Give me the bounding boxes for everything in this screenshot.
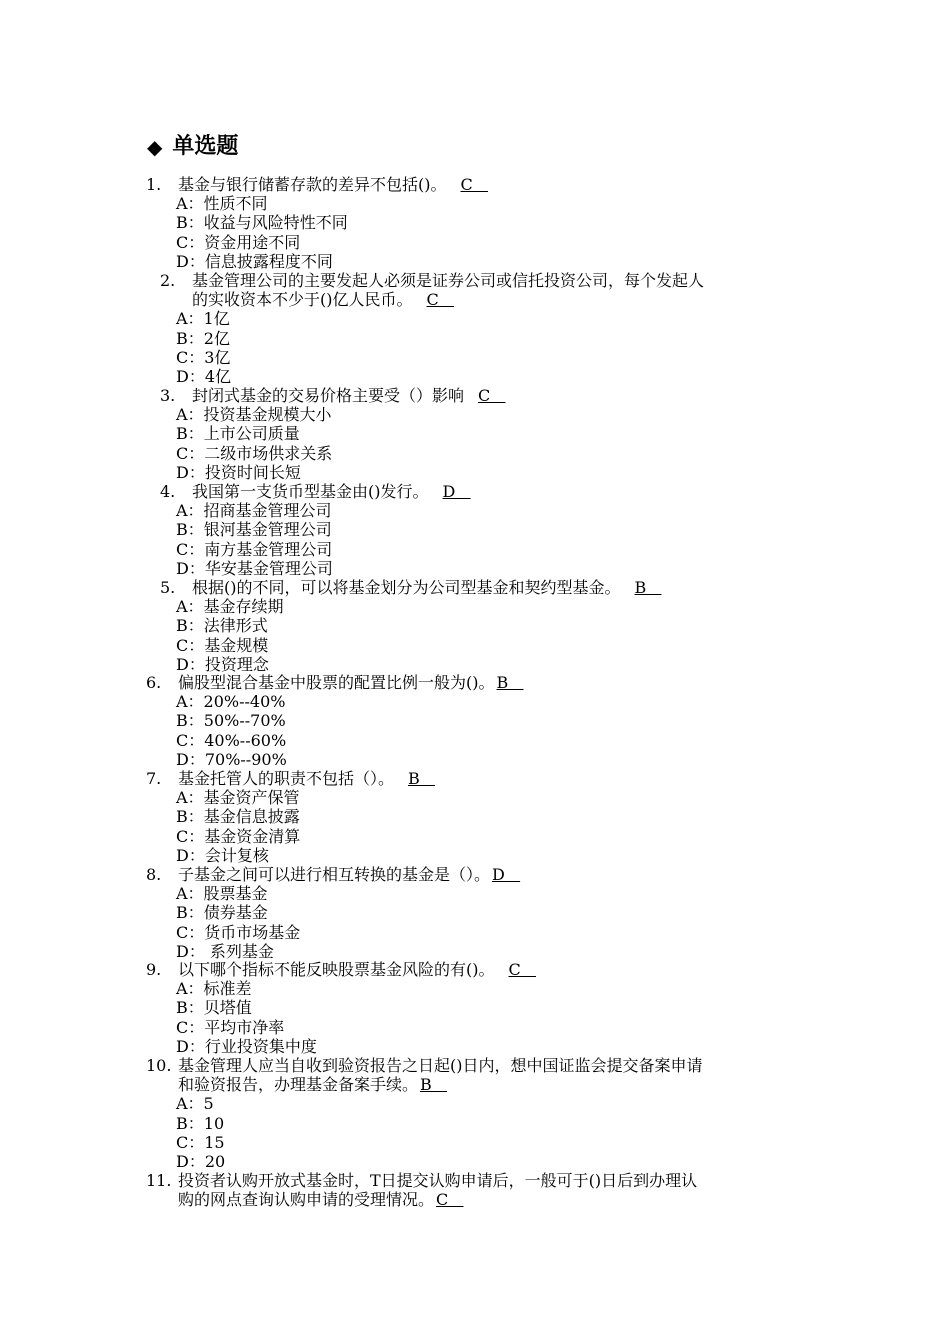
question-stem-line (192, 386, 506, 405)
question-stem-line (178, 1190, 697, 1209)
answer-key: B (634, 578, 662, 597)
question-text: 基金与银行储蓄存款的差异不包括()。 (178, 175, 447, 194)
question-stem (178, 175, 489, 194)
question-text: 我国第一支货币型基金由()发行。 (192, 482, 429, 501)
answer-option: D：行业投资集中度 (176, 1036, 317, 1056)
answer-option: B：10 (176, 1113, 225, 1133)
question-stem-line (192, 290, 704, 309)
question-number: 8. (146, 865, 162, 884)
answer-option: C：货币市场基金 (176, 922, 301, 942)
answer-key: C (460, 175, 488, 194)
answer-option: A：5 (176, 1094, 214, 1114)
answer-option: D：投资时间长短 (176, 462, 301, 482)
question-text: 封闭式基金的交易价格主要受（）影响 (192, 386, 465, 405)
answer-option: C：15 (176, 1132, 225, 1152)
question-stem-line (192, 578, 663, 597)
question-text: 基金管理公司的主要发起人必须是证券公司或信托投资公司，每个发起人 (192, 271, 705, 290)
answer-key: B (420, 1075, 448, 1095)
answer-option: A：投资基金规模大小 (176, 405, 332, 425)
question-stem-line (178, 1171, 697, 1190)
answer-key: C (478, 386, 506, 405)
question-stem-line (192, 271, 704, 290)
question-stem-line (178, 865, 520, 884)
answer-option: D：4亿 (176, 367, 232, 386)
answer-option: A：性质不同 (176, 194, 268, 214)
answer-option: A：基金存续期 (176, 597, 284, 617)
answer-option: A：20%--40% (176, 692, 286, 712)
question-text: 和验资报告，办理基金备案手续。 (178, 1075, 419, 1095)
question-number: 3. (160, 386, 176, 405)
question-text: 根据()的不同，可以将基金划分为公司型基金和契约型基金。 (192, 578, 621, 597)
question-stem (192, 578, 663, 597)
answer-option: D：华安基金管理公司 (176, 558, 333, 578)
answer-option: A：招商基金管理公司 (176, 501, 332, 521)
question-stem (178, 865, 520, 884)
answer-key: B (496, 673, 524, 692)
answer-option: D：70%--90% (176, 749, 287, 769)
answer-option: D：投资理念 (176, 654, 269, 674)
question-stem-line (178, 960, 537, 979)
answer-option: B：基金信息披露 (176, 807, 300, 827)
section-heading (147, 132, 238, 162)
question-stem (192, 271, 704, 309)
question-stem-line (178, 1075, 703, 1094)
answer-key: B (408, 769, 436, 788)
question-number: 1. (146, 175, 162, 194)
question-stem-line (192, 482, 471, 501)
answer-key: C (426, 290, 454, 310)
answer-option: B：2亿 (176, 328, 230, 348)
answer-option: C：40%--60% (176, 730, 287, 750)
question-text: 基金托管人的职责不包括（）。 (178, 769, 395, 788)
answer-option: D：20 (176, 1152, 226, 1171)
answer-key: C (508, 960, 536, 979)
answer-option: C：3亿 (176, 347, 231, 367)
answer-option: C：基金资金清算 (176, 826, 301, 846)
answer-option: B：银河基金管理公司 (176, 520, 332, 540)
answer-option: C：平均市净率 (176, 1017, 285, 1037)
question-number: 5. (160, 578, 176, 597)
question-stem-line (178, 769, 436, 788)
question-stem (178, 1171, 697, 1209)
question-stem-line (178, 673, 525, 692)
answer-option: B：50%--70% (176, 711, 286, 731)
question-text: 投资者认购开放式基金时，T日提交认购申请后，一般可于()日后到办理认 (178, 1171, 698, 1190)
question-stem (178, 1056, 703, 1094)
question-number: 7. (146, 769, 162, 788)
question-stem-line (178, 175, 489, 194)
question-stem (178, 673, 525, 692)
question-number: 10. (146, 1056, 172, 1075)
answer-key: C (436, 1190, 464, 1210)
answer-option: C：资金用途不同 (176, 232, 301, 252)
diamond-bullet-icon: ◆ (147, 135, 163, 159)
answer-option: D： 系列基金 (176, 941, 274, 961)
question-text: 的实收资本不少于()亿人民币。 (192, 290, 413, 310)
answer-option: D：信息披露程度不同 (176, 251, 333, 271)
answer-option: A：基金资产保管 (176, 788, 300, 808)
answer-option: B：法律形式 (176, 616, 268, 636)
question-number: 9. (146, 960, 162, 979)
section-title: 单选题 (172, 134, 239, 159)
answer-option: B：贝塔值 (176, 998, 252, 1018)
answer-option: A：标准差 (176, 979, 252, 999)
answer-key: D (492, 865, 521, 884)
question-number: 4. (160, 482, 176, 501)
question-text: 子基金之间可以进行相互转换的基金是（）。 (178, 865, 491, 884)
question-number: 2. (160, 271, 176, 290)
question-text: 购的网点查询认购申请的受理情况。 (178, 1190, 435, 1210)
question-stem (192, 482, 471, 501)
question-number: 6. (146, 673, 162, 692)
question-text: 以下哪个指标不能反映股票基金风险的有()。 (178, 960, 495, 979)
question-text: 基金管理人应当自收到验资报告之日起()日内，想中国证监会提交备案申请 (178, 1056, 703, 1075)
question-stem (178, 769, 436, 788)
question-number: 11. (146, 1171, 172, 1190)
answer-option: C：二级市场供求关系 (176, 443, 333, 463)
answer-option: A：股票基金 (176, 884, 268, 904)
question-stem (192, 386, 506, 405)
answer-option: D：会计复核 (176, 845, 269, 865)
question-stem (178, 960, 537, 979)
answer-option: A：1亿 (176, 309, 230, 329)
answer-option: B：上市公司质量 (176, 424, 300, 444)
question-stem-line (178, 1056, 703, 1075)
answer-option: C：南方基金管理公司 (176, 539, 333, 559)
answer-option: C：基金规模 (176, 635, 269, 655)
answer-option: B：债券基金 (176, 903, 268, 923)
question-text: 偏股型混合基金中股票的配置比例一般为()。 (178, 673, 495, 692)
answer-option: B：收益与风险特性不同 (176, 213, 348, 233)
answer-key: D (442, 482, 471, 501)
